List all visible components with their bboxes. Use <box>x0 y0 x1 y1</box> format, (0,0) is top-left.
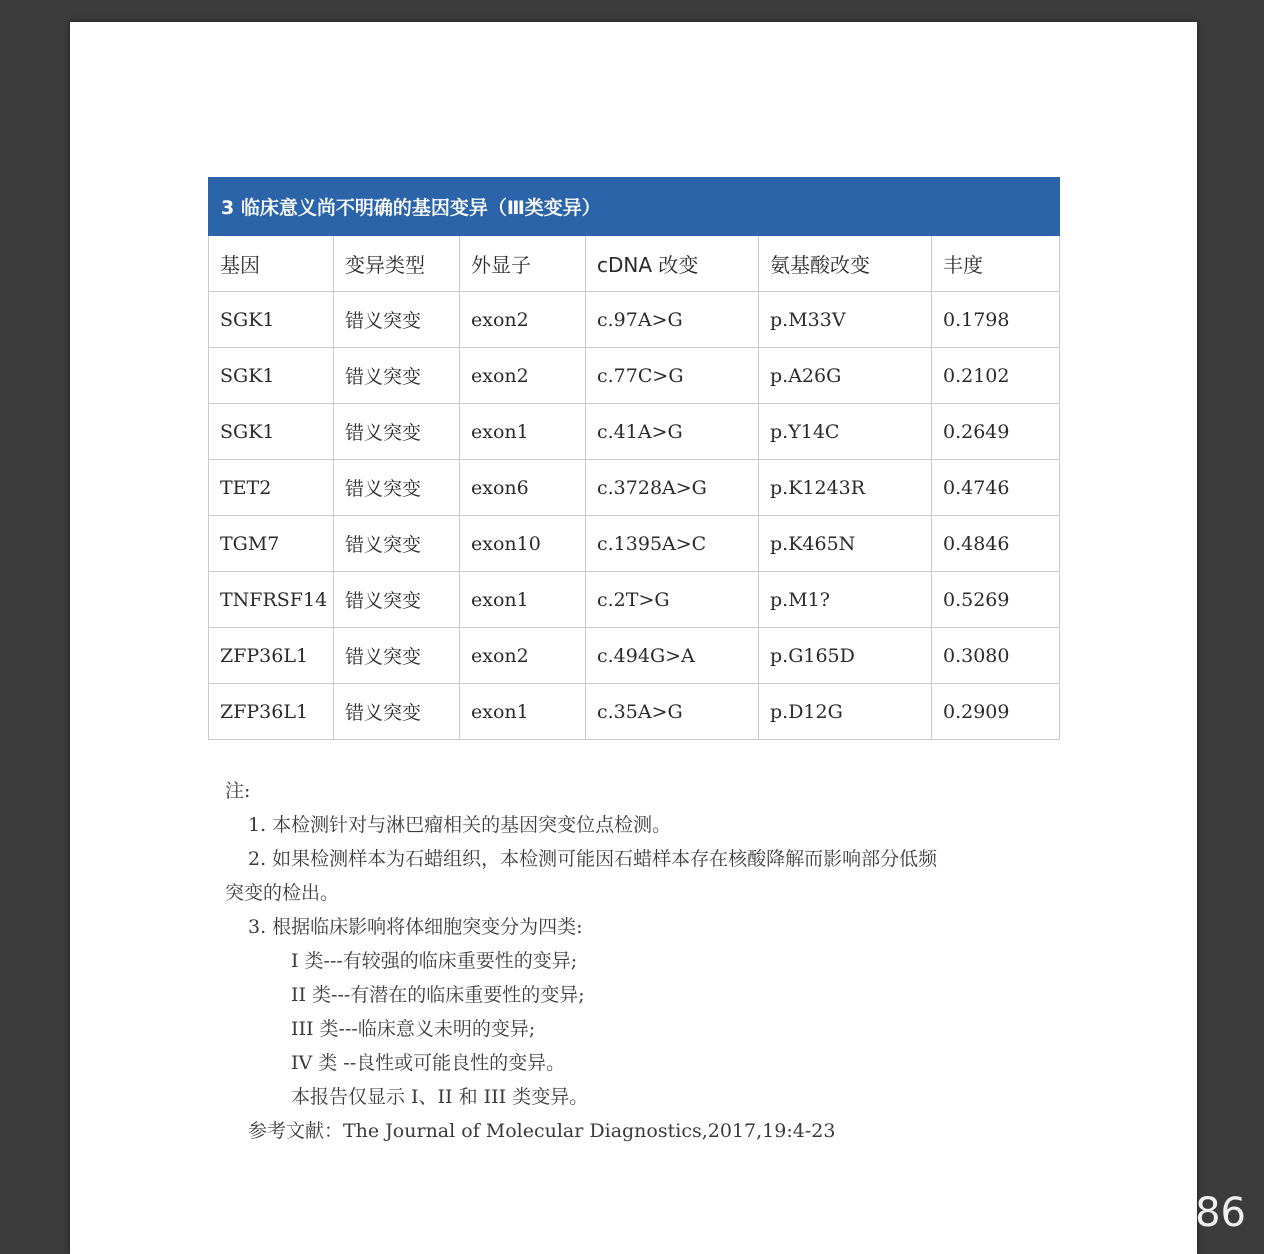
cell-abundance: 0.4846 <box>932 516 1060 572</box>
document-page <box>70 22 1197 1254</box>
note-item-2: 2. 如果检测样本为石蜡组织，本检测可能因石蜡样本存在核酸降解而影响部分低频 <box>248 848 938 870</box>
page-number: 86 <box>1195 1190 1246 1236</box>
cell-exon: exon2 <box>460 348 586 404</box>
cell-cdna: c.494G>A <box>586 628 759 684</box>
cell-abundance: 0.5269 <box>932 572 1060 628</box>
cell-variant-type: 错义突变 <box>334 292 460 348</box>
class-1-description: I 类---有较强的临床重要性的变异; <box>291 950 578 972</box>
table-row <box>209 628 1060 684</box>
report-scope-note: 本报告仅显示 I、II 和 III 类变异。 <box>291 1086 589 1108</box>
table-row <box>209 572 1060 628</box>
cell-amino-acid: p.M33V <box>759 292 932 348</box>
column-header-abundance: 丰度 <box>932 236 1060 292</box>
table-row <box>209 516 1060 572</box>
cell-cdna: c.35A>G <box>586 684 759 740</box>
table-row <box>209 460 1060 516</box>
cell-exon: exon1 <box>460 684 586 740</box>
column-header-amino-acid: 氨基酸改变 <box>759 236 932 292</box>
cell-abundance: 0.3080 <box>932 628 1060 684</box>
class-3-description: III 类---临床意义未明的变异; <box>291 1018 536 1040</box>
cell-gene: TNFRSF14 <box>209 572 334 628</box>
cell-cdna: c.97A>G <box>586 292 759 348</box>
cell-cdna: c.3728A>G <box>586 460 759 516</box>
cell-cdna: c.77C>G <box>586 348 759 404</box>
note-item-2-continuation: 突变的检出。 <box>225 882 340 904</box>
column-header-gene: 基因 <box>209 236 334 292</box>
table-row <box>209 684 1060 740</box>
cell-amino-acid: p.K1243R <box>759 460 932 516</box>
cell-exon: exon6 <box>460 460 586 516</box>
cell-abundance: 0.2649 <box>932 404 1060 460</box>
class-4-description: IV 类 --良性或可能良性的变异。 <box>291 1052 566 1074</box>
cell-gene: TET2 <box>209 460 334 516</box>
cell-exon: exon10 <box>460 516 586 572</box>
reference-citation: 参考文献：The Journal of Molecular Diagnostics,2017,19:4-23 <box>248 1120 836 1142</box>
cell-cdna: c.2T>G <box>586 572 759 628</box>
cell-amino-acid: p.D12G <box>759 684 932 740</box>
table-header-row <box>209 236 1060 292</box>
cell-variant-type: 错义突变 <box>334 516 460 572</box>
cell-variant-type: 错义突变 <box>334 684 460 740</box>
class-2-description: II 类---有潜在的临床重要性的变异; <box>291 984 585 1006</box>
cell-exon: exon2 <box>460 628 586 684</box>
cell-amino-acid: p.A26G <box>759 348 932 404</box>
cell-gene: SGK1 <box>209 348 334 404</box>
table-row <box>209 348 1060 404</box>
note-item-1: 1. 本检测针对与淋巴瘤相关的基因突变位点检测。 <box>248 814 672 836</box>
column-header-exon: 外显子 <box>460 236 586 292</box>
cell-cdna: c.1395A>C <box>586 516 759 572</box>
cell-gene: SGK1 <box>209 292 334 348</box>
table-row <box>209 292 1060 348</box>
cell-abundance: 0.2102 <box>932 348 1060 404</box>
cell-variant-type: 错义突变 <box>334 404 460 460</box>
notes-section <box>225 774 1045 1148</box>
cell-gene: SGK1 <box>209 404 334 460</box>
cell-variant-type: 错义突变 <box>334 460 460 516</box>
cell-gene: ZFP36L1 <box>209 628 334 684</box>
cell-abundance: 0.4746 <box>932 460 1060 516</box>
cell-exon: exon2 <box>460 292 586 348</box>
column-header-variant-type: 变异类型 <box>334 236 460 292</box>
note-item-3: 3. 根据临床影响将体细胞突变分为四类: <box>248 916 583 938</box>
variant-table <box>208 177 1060 740</box>
cell-variant-type: 错义突变 <box>334 348 460 404</box>
notes-label: 注: <box>225 780 251 802</box>
cell-gene: TGM7 <box>209 516 334 572</box>
cell-variant-type: 错义突变 <box>334 572 460 628</box>
cell-amino-acid: p.K465N <box>759 516 932 572</box>
cell-amino-acid: p.M1? <box>759 572 932 628</box>
section-title: 3 临床意义尚不明确的基因变异（Ⅲ类变异） <box>209 178 1060 236</box>
column-header-cdna: cDNA 改变 <box>586 236 759 292</box>
cell-gene: ZFP36L1 <box>209 684 334 740</box>
cell-amino-acid: p.G165D <box>759 628 932 684</box>
cell-exon: exon1 <box>460 404 586 460</box>
cell-abundance: 0.2909 <box>932 684 1060 740</box>
cell-abundance: 0.1798 <box>932 292 1060 348</box>
cell-exon: exon1 <box>460 572 586 628</box>
cell-amino-acid: p.Y14C <box>759 404 932 460</box>
table-row <box>209 404 1060 460</box>
cell-variant-type: 错义突变 <box>334 628 460 684</box>
cell-cdna: c.41A>G <box>586 404 759 460</box>
